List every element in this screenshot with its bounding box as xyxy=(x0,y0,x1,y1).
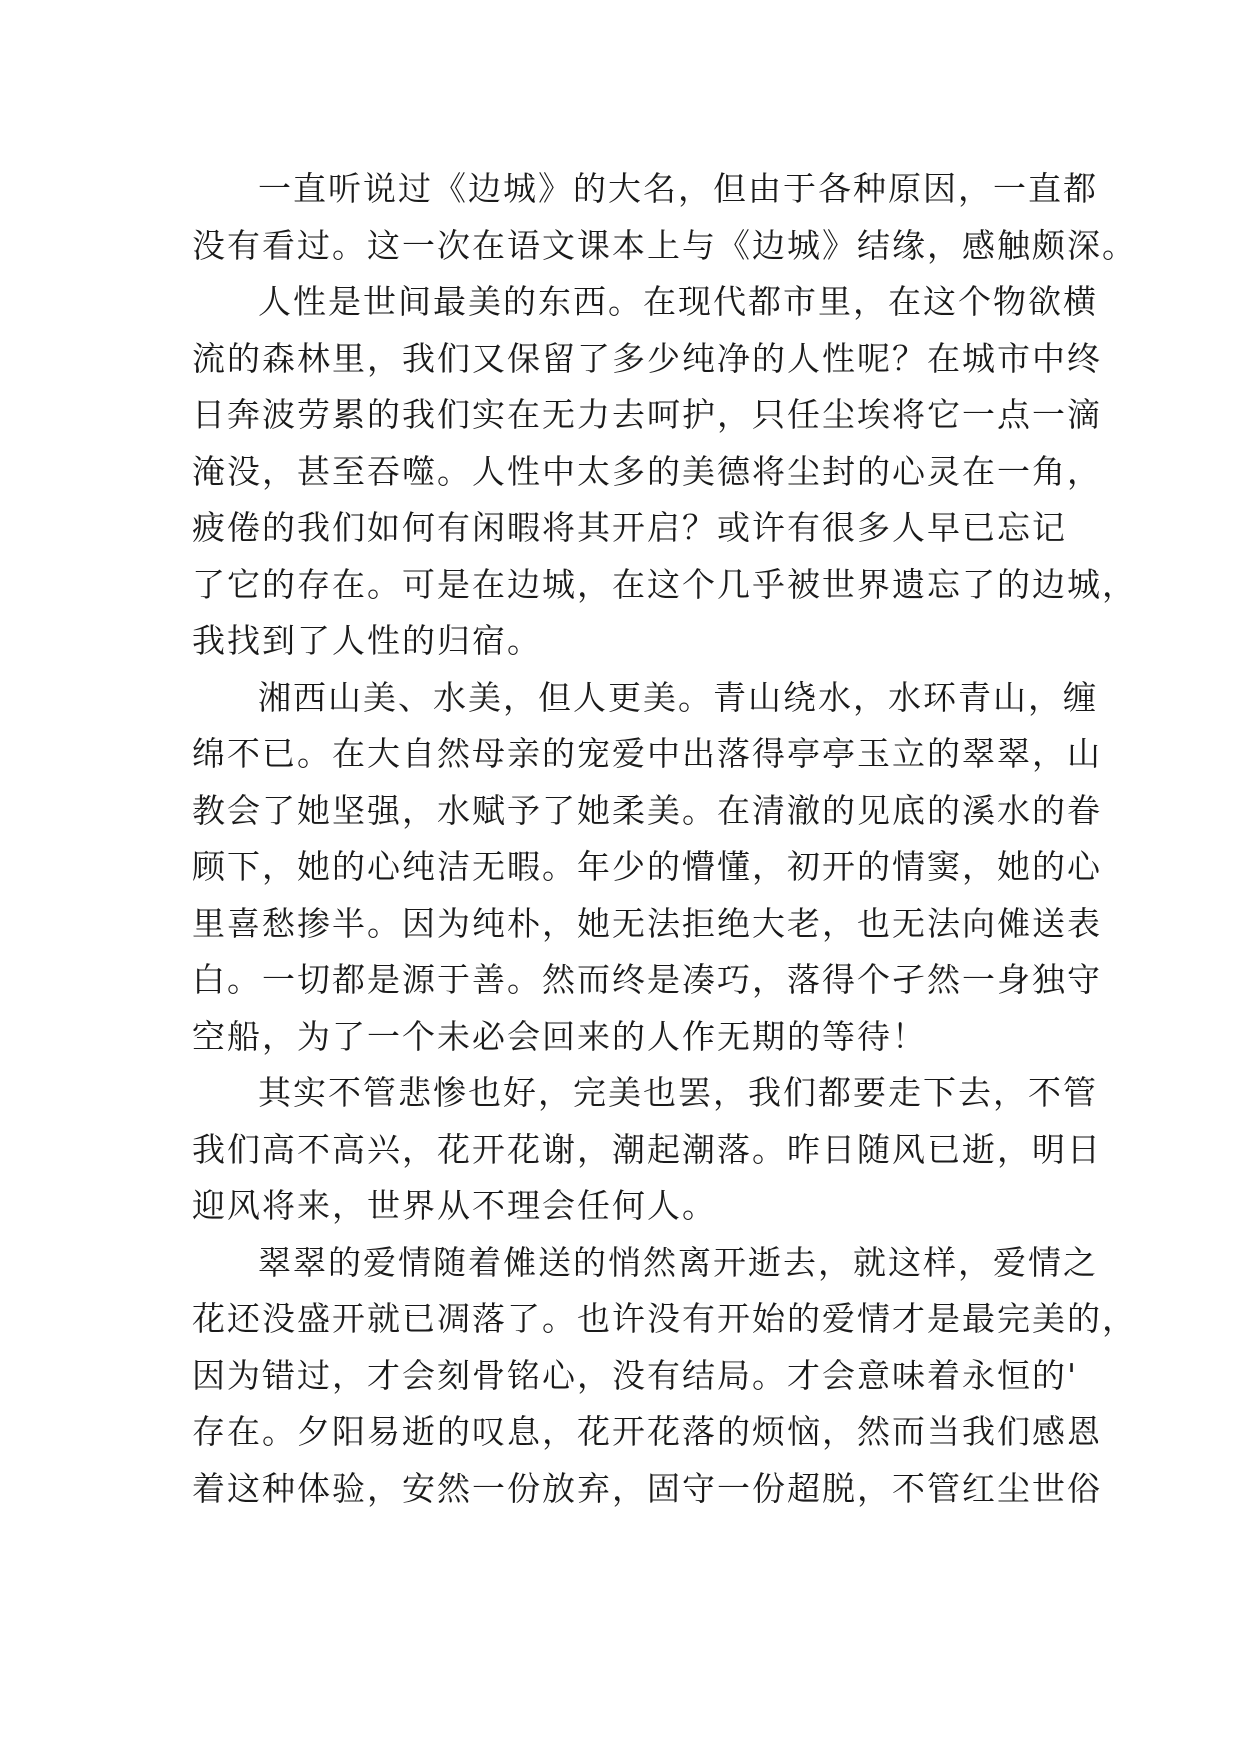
paragraph-line: 因为错过，才会刻骨铭心，没有结局。才会意味着永恒的' xyxy=(192,1355,1079,1395)
paragraph-line: 我找到了人性的归宿。 xyxy=(192,621,542,660)
paragraph-2 xyxy=(192,274,1137,670)
paragraph-line: 花还没盛开就已凋落了。也许没有开始的爱情才是最完美的， xyxy=(192,1299,1137,1338)
paragraph-1 xyxy=(192,161,1137,274)
paragraph-line: 绵不已。在大自然母亲的宠爱中出落得亭亭玉立的翠翠，山 xyxy=(192,734,1102,773)
essay-body xyxy=(192,161,1137,1517)
paragraph-5 xyxy=(192,1235,1137,1518)
paragraph-line: 一直听说过《边城》的大名，但由于各种原因，一直都 xyxy=(258,169,1098,208)
paragraph-line: 淹没，甚至吞噬。人性中太多的美德将尘封的心灵在一角， xyxy=(192,451,1102,491)
paragraph-line: 湘西山美、水美，但人更美。青山绕水，水环青山，缠 xyxy=(258,677,1098,717)
paragraph-line: 白。一切都是源于善。然而终是凑巧，落得个孑然一身独守 xyxy=(192,960,1102,999)
paragraph-line: 着这种体验，安然一份放弃，固守一份超脱，不管红尘世俗 xyxy=(192,1468,1102,1508)
paragraph-line: 我们高不高兴，花开花谢，潮起潮落。昨日随风已逝，明日 xyxy=(192,1129,1102,1169)
paragraph-line: 了它的存在。可是在边城，在这个几乎被世界遗忘了的边城， xyxy=(192,564,1137,604)
paragraph-3 xyxy=(192,670,1102,1066)
paragraph-line: 迎风将来，世界从不理会任何人。 xyxy=(192,1186,717,1225)
paragraph-line: 疲倦的我们如何有闲暇将其开启？或许有很多人早已忘记 xyxy=(192,508,1067,547)
paragraph-line: 流的森林里，我们又保留了多少纯净的人性呢？在城市中终 xyxy=(192,338,1102,378)
paragraph-line: 教会了她坚强，水赋予了她柔美。在清澈的见底的溪水的眷 xyxy=(192,790,1102,830)
paragraph-line: 里喜愁掺半。因为纯朴，她无法拒绝大老，也无法向傩送表 xyxy=(192,903,1102,943)
paragraph-line: 存在。夕阳易逝的叹息，花开花落的烦恼，然而当我们感恩 xyxy=(192,1412,1102,1451)
paragraph-line: 其实不管悲惨也好，完美也罢，我们都要走下去，不管 xyxy=(258,1073,1098,1112)
paragraph-line: 日奔波劳累的我们实在无力去呵护，只任尘埃将它一点一滴 xyxy=(192,395,1102,434)
paragraph-line: 空船，为了一个未必会回来的人作无期的等待！ xyxy=(192,1016,927,1056)
paragraph-line: 顾下，她的心纯洁无暇。年少的懵懂，初开的情窦，她的心 xyxy=(192,847,1102,886)
paragraph-line: 翠翠的爱情随着傩送的悄然离开逝去，就这样，爱情之 xyxy=(258,1242,1098,1282)
paragraph-line: 人性是世间最美的东西。在现代都市里，在这个物欲横 xyxy=(258,282,1098,321)
paragraph-line: 没有看过。这一次在语文课本上与《边城》结缘，感触颇深。 xyxy=(192,225,1137,265)
paragraph-4 xyxy=(192,1065,1102,1235)
